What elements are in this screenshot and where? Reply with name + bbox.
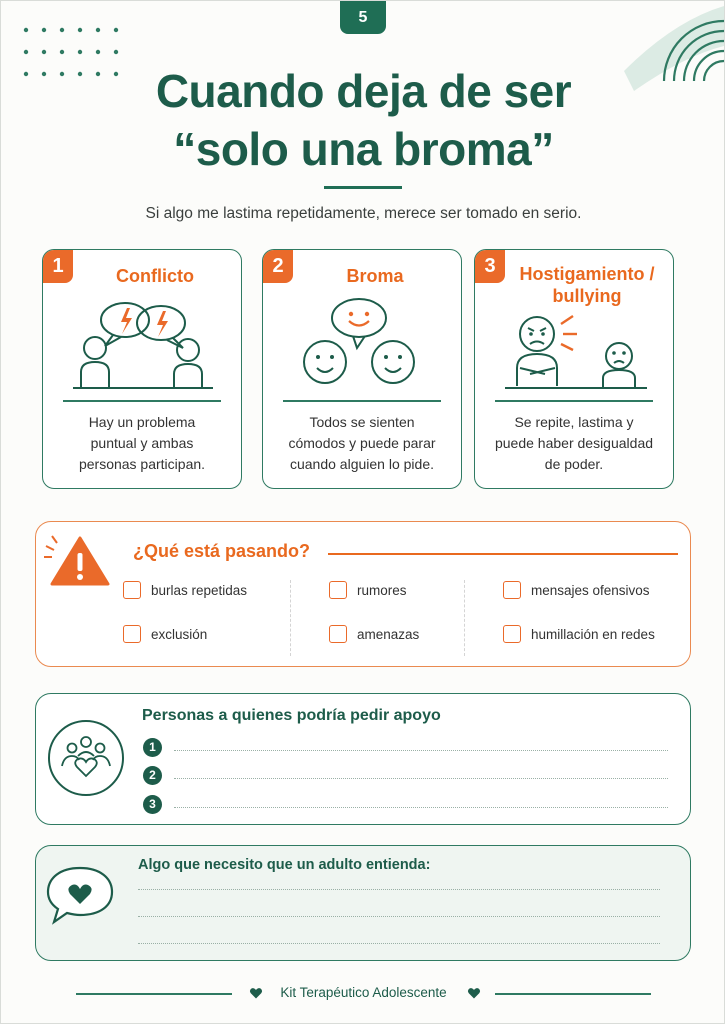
footer-text: Kit Terapéutico Adolescente	[280, 985, 447, 1000]
bully-and-sad-person-icon	[475, 290, 674, 400]
card-description	[485, 412, 663, 475]
checkbox-burlas-repetidas[interactable]	[123, 581, 141, 599]
card-number-badge: 1	[43, 250, 73, 283]
card-number-badge: 2	[263, 250, 293, 283]
card-hostigamiento	[474, 249, 674, 489]
option-label: mensajes ofensivos	[531, 583, 650, 598]
warning-icon	[42, 528, 112, 588]
page-number-tab	[340, 1, 386, 34]
page-title-line-1: Cuando deja de ser	[155, 65, 572, 117]
list-number: 3	[143, 795, 162, 814]
card-text-line: Todos se sienten	[309, 414, 415, 430]
two-people-arguing-icon	[43, 290, 242, 400]
card-title: Broma	[346, 266, 404, 286]
card-text-line: cómodos y puede parar	[288, 435, 436, 451]
write-line-1[interactable]	[174, 750, 668, 751]
write-line-1[interactable]	[138, 889, 660, 890]
option-label: rumores	[357, 583, 407, 598]
group-heart-icon	[46, 718, 126, 798]
write-line-2[interactable]	[174, 778, 668, 779]
option-label: burlas repetidas	[151, 583, 248, 598]
title-underline	[324, 186, 402, 189]
option-label: exclusión	[151, 627, 208, 642]
card-description	[53, 412, 231, 475]
checkbox-amenazas[interactable]	[329, 625, 347, 643]
card-divider	[495, 400, 653, 402]
section-title: Algo que necesito que un adulto entienda:	[138, 857, 431, 873]
checkbox-rumores[interactable]	[329, 581, 347, 599]
card-conflicto	[42, 249, 242, 489]
card-text-line: de poder.	[544, 456, 604, 472]
page-title-line-2: “solo una broma”	[173, 123, 554, 175]
what-is-happening-section	[35, 521, 691, 667]
speech-bubble-heart-icon	[44, 862, 116, 928]
list-number: 2	[143, 766, 162, 785]
card-text-line: Se repite, lastima y	[514, 414, 634, 430]
section-title: ¿Qué está pasando?	[133, 541, 311, 561]
list-number: 1	[143, 738, 162, 757]
card-divider	[283, 400, 441, 402]
write-line-3[interactable]	[174, 807, 668, 808]
card-text-line: Hay un problema	[88, 414, 196, 430]
section-title: Personas a quienes podría pedir apoyo	[142, 707, 441, 724]
column-separator	[290, 580, 291, 656]
smiling-faces-icon	[263, 290, 462, 400]
page-subtitle: Si algo me lastima repetidamente, merece ser tomado en serio.	[145, 205, 582, 222]
card-description	[273, 412, 451, 475]
write-line-3[interactable]	[138, 943, 660, 944]
column-separator	[464, 580, 465, 656]
checkbox-mensajes-ofensivos[interactable]	[503, 581, 521, 599]
card-divider	[63, 400, 221, 402]
checkbox-exclusion[interactable]	[123, 625, 141, 643]
card-broma	[262, 249, 462, 489]
card-text-line: puntual y ambas	[90, 435, 194, 451]
card-number-badge: 3	[475, 250, 505, 283]
card-text-line: cuando alguien lo pide.	[289, 456, 434, 472]
heart-icon	[467, 986, 481, 1000]
checkbox-humillacion-en-redes[interactable]	[503, 625, 521, 643]
card-title-line: Hostigamiento /	[519, 264, 655, 284]
card-text-line: personas participan.	[78, 456, 206, 472]
write-line-2[interactable]	[138, 916, 660, 917]
option-label: amenazas	[357, 627, 420, 642]
card-title: Conflicto	[116, 266, 194, 286]
adult-understanding-section	[35, 845, 691, 961]
title-rule	[328, 553, 678, 555]
card-title-line: bullying	[552, 286, 622, 306]
option-label: humillación en redes	[531, 627, 655, 642]
support-people-section	[35, 693, 691, 825]
page-number: 5	[358, 9, 368, 26]
card-text-line: puede haber desigualdad	[494, 435, 654, 451]
